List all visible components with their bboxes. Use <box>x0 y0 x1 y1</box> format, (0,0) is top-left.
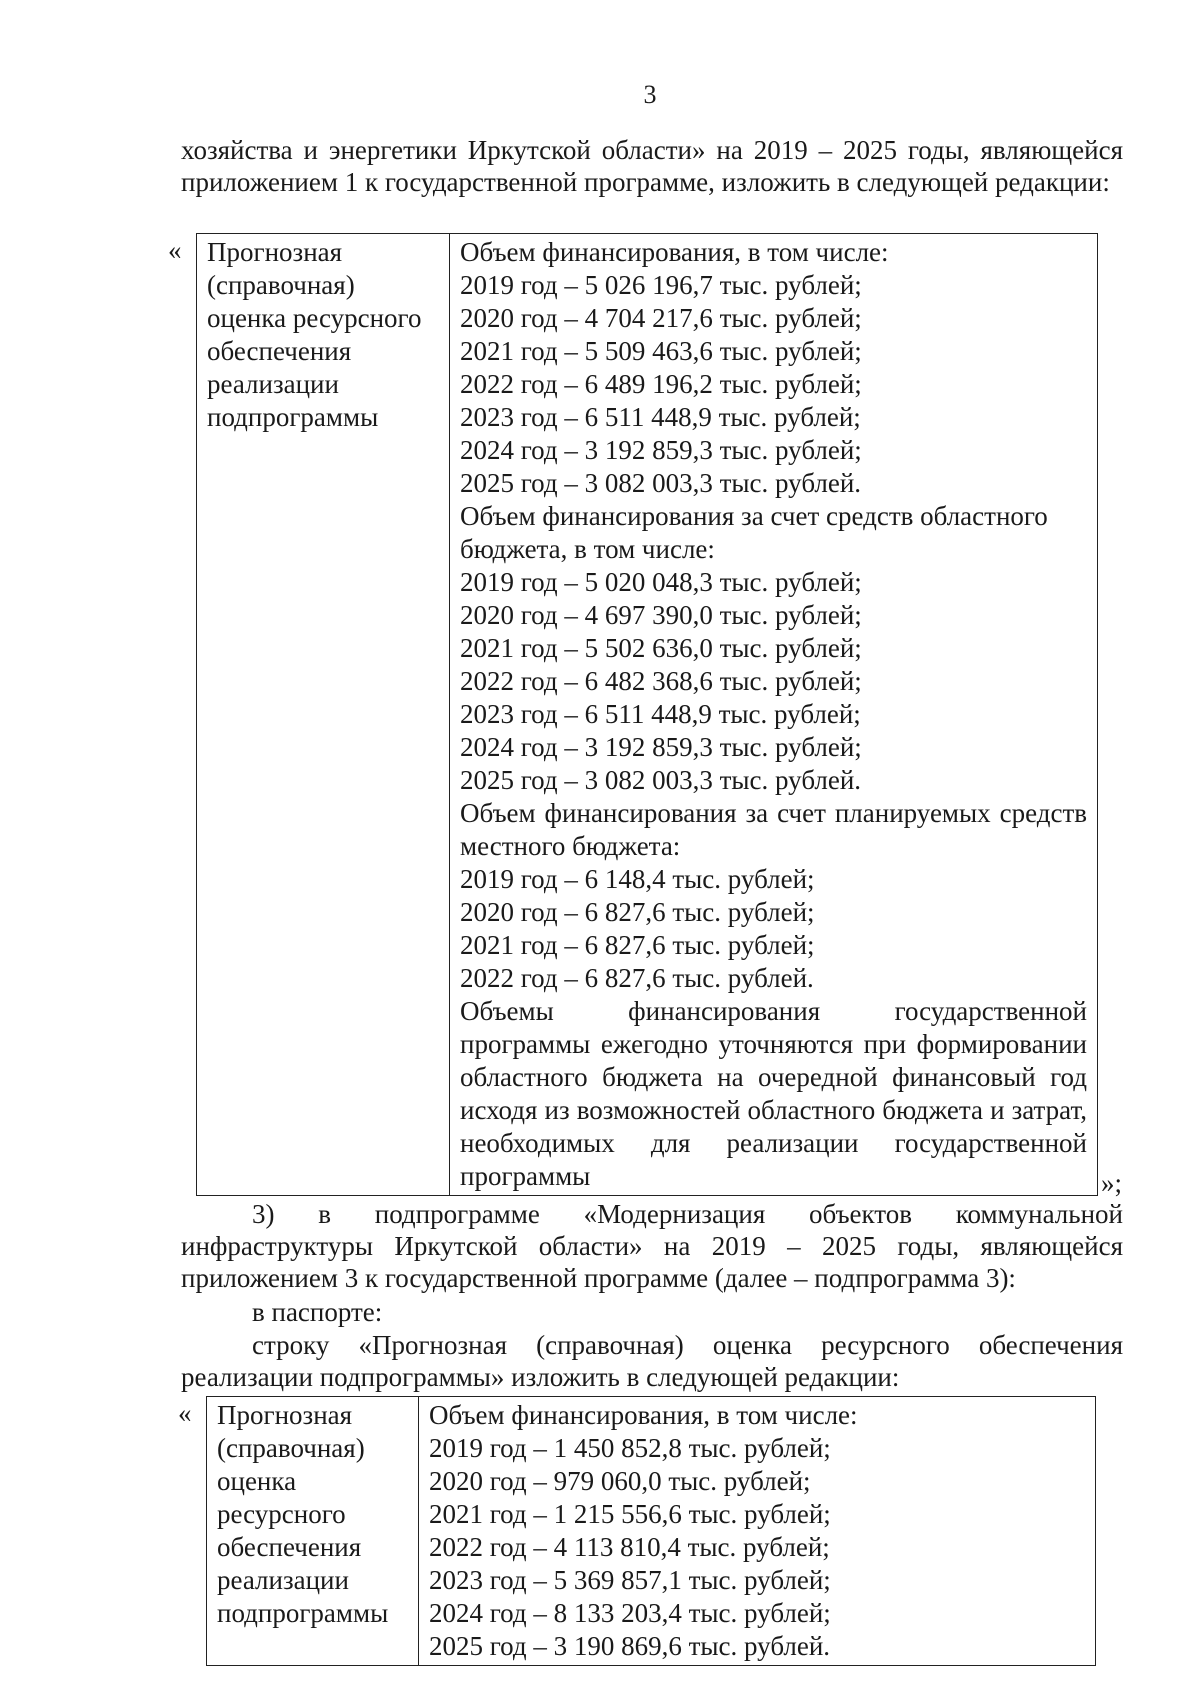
intro-paragraph: хозяйства и энергетики Иркутской области» на 2019 – 2025 годы, являющейся приложением 1 к государственной программе, изложить в следующей редакции: <box>181 135 1123 197</box>
table1-regional-header: Объем финансирования за счет средств областного бюджета, в том числе: <box>460 501 1048 564</box>
table1-local-line: 2019 год – 6 148,4 тыс. рублей; <box>460 864 815 894</box>
table1-total-line: 2024 год – 3 192 859,3 тыс. рублей; <box>460 435 862 465</box>
table1-total-line: 2022 год – 6 489 196,2 тыс. рублей; <box>460 369 862 399</box>
table1-total-line: 2021 год – 5 509 463,6 тыс. рублей; <box>460 336 862 366</box>
table1-regional-line: 2025 год – 3 082 003,3 тыс. рублей. <box>460 765 862 795</box>
table1-total-line: 2020 год – 4 704 217,6 тыс. рублей; <box>460 303 862 333</box>
table1-regional-line: 2022 год – 6 482 368,6 тыс. рублей; <box>460 666 862 696</box>
table1-local-header: Объем финансирования за счет планируемых средств местного бюджета: <box>460 798 1087 861</box>
table1-total-line: 2023 год – 6 511 448,9 тыс. рублей; <box>460 402 861 432</box>
table1-total-line: 2019 год – 5 026 196,7 тыс. рублей; <box>460 270 862 300</box>
passport-table-2 <box>206 1396 1096 1666</box>
table1-regional-line: 2023 год – 6 511 448,9 тыс. рублей; <box>460 699 861 729</box>
open-quote-2: « <box>178 1398 192 1428</box>
table1-regional-line: 2021 год – 5 502 636,0 тыс. рублей; <box>460 633 862 663</box>
passport-table-1 <box>196 233 1098 1196</box>
row-paragraph: строку «Прогнозная (справочная) оценка ресурсного обеспечения реализации подпрограммы» изложить в следующей редакции: <box>181 1330 1123 1392</box>
table2-total-line: 2021 год – 1 215 556,6 тыс. рублей; <box>429 1499 831 1529</box>
table2-total-line: 2023 год – 5 369 857,1 тыс. рублей; <box>429 1565 831 1595</box>
table2-total-line: 2019 год – 1 450 852,8 тыс. рублей; <box>429 1433 831 1463</box>
close-quote-1: »; <box>1101 1168 1123 1198</box>
table1-note: Объемы финансирования государственной программы ежегодно уточняются при формировании областного бюджета на очередной финансовый год исходя из возможностей областного бюджета и затрат, необходимых для реализации государственной программы <box>460 996 1087 1191</box>
table2-label-cell: Прогнозная (справочная) оценка ресурсного обеспечения реализации подпрограммы <box>207 1397 419 1666</box>
open-quote-1: « <box>168 235 182 265</box>
table2-total-line: 2025 год – 3 190 869,6 тыс. рублей. <box>429 1631 831 1661</box>
page-number: 3 <box>643 80 657 109</box>
table1-local-line: 2020 год – 6 827,6 тыс. рублей; <box>460 897 815 927</box>
table1-regional-line: 2020 год – 4 697 390,0 тыс. рублей; <box>460 600 862 630</box>
table1-local-line: 2022 год – 6 827,6 тыс. рублей. <box>460 963 814 993</box>
in-passport-text: в паспорте: <box>252 1297 383 1327</box>
table1-label-cell: Прогнозная (справочная) оценка ресурсного обеспечения реализации подпрограммы <box>197 234 450 1196</box>
table1-regional-line: 2024 год – 3 192 859,3 тыс. рублей; <box>460 732 862 762</box>
table1-total-line: 2025 год – 3 082 003,3 тыс. рублей. <box>460 468 862 498</box>
table2-total-line: 2020 год – 979 060,0 тыс. рублей; <box>429 1466 811 1496</box>
table1-value-cell <box>450 234 1098 1196</box>
table2-total-line: 2022 год – 4 113 810,4 тыс. рублей; <box>429 1532 830 1562</box>
table2-value-cell <box>419 1397 1096 1666</box>
table2-total-header: Объем финансирования, в том числе: <box>429 1400 858 1430</box>
table2-total-line: 2024 год – 8 133 203,4 тыс. рублей; <box>429 1598 831 1628</box>
item3-paragraph: 3) в подпрограмме «Модернизация объектов коммунальной инфраструктуры Иркутской области» на 2019 – 2025 годы, являющейся приложением 3 к государственной программе (далее – подпрограмма 3): <box>181 1199 1123 1293</box>
table1-regional-line: 2019 год – 5 020 048,3 тыс. рублей; <box>460 567 862 597</box>
table1-total-header: Объем финансирования, в том числе: <box>460 237 889 267</box>
table1-local-line: 2021 год – 6 827,6 тыс. рублей; <box>460 930 815 960</box>
